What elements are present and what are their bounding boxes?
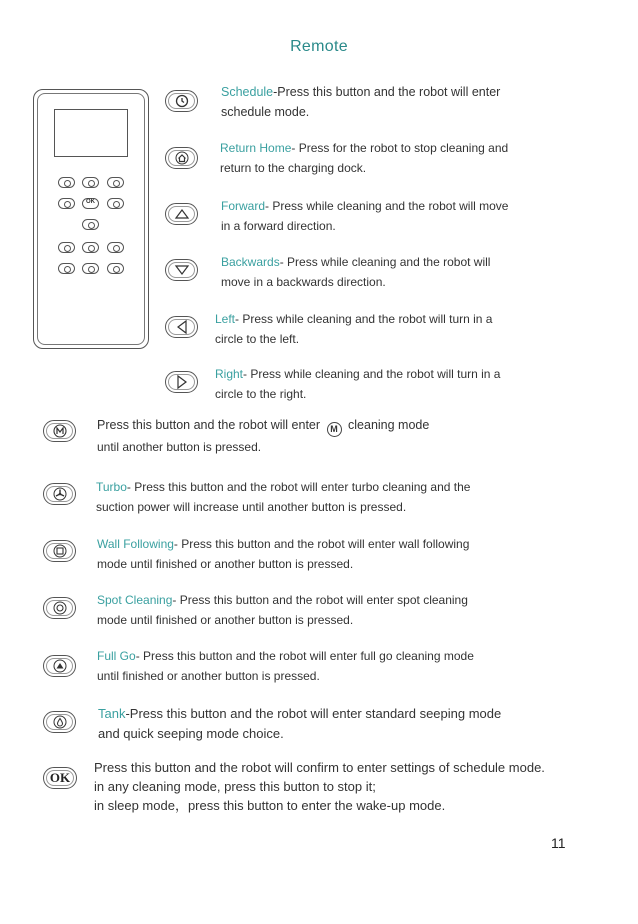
full-go-description: [97, 646, 474, 686]
turbo-description: [96, 477, 470, 517]
remote-spot-button: [107, 242, 124, 253]
arrow-right-icon: [176, 374, 188, 390]
wall-following-icon: [53, 544, 67, 558]
full-go-icon: [53, 659, 67, 673]
schedule-button-icon: [165, 90, 198, 112]
auto-mode-button-icon: [43, 420, 76, 442]
schedule-keyword: Schedule: [221, 85, 274, 99]
return-home-line2: return to the charging dock.: [220, 161, 367, 175]
tank-line1: -Press this button and the robot will enter standard seeping mode: [125, 706, 502, 721]
auto-mode-icon: [53, 424, 67, 438]
return-home-description: [220, 138, 508, 178]
remote-backward-button: [82, 219, 99, 230]
turbo-line1: - Press this button and the robot will enter turbo cleaning and the: [126, 480, 471, 494]
tank-keyword: Tank: [98, 706, 126, 721]
backwards-description: [221, 252, 490, 292]
schedule-line2: schedule mode.: [221, 105, 310, 119]
arrow-up-icon: [174, 208, 190, 220]
arrow-left-icon: [176, 319, 188, 335]
remote-tank-button: [107, 263, 124, 274]
ok-button-icon: [43, 767, 77, 789]
full-go-line1: - Press this button and the robot will enter full go cleaning mode: [135, 649, 474, 663]
remote-left-button: [58, 198, 75, 209]
arrow-down-icon: [174, 264, 190, 276]
remote-auto-button: [58, 242, 75, 253]
return-home-button-icon: [165, 147, 198, 169]
backwards-keyword: Backwards: [221, 255, 280, 269]
return-home-keyword: Return Home: [220, 141, 292, 155]
wall-following-keyword: Wall Following: [97, 537, 174, 551]
full-go-keyword: Full Go: [97, 649, 136, 663]
remote-schedule-button: [58, 177, 75, 188]
spot-cleaning-button-icon: [43, 597, 76, 619]
turbo-keyword: Turbo: [96, 480, 127, 494]
remote-home-button: [107, 177, 124, 188]
backwards-button-icon: [165, 259, 198, 281]
spot-cleaning-description: [97, 590, 468, 630]
forward-line2: in a forward direction.: [221, 219, 336, 233]
remote-control-illustration: [33, 89, 149, 349]
page-title: Remote: [290, 38, 348, 55]
left-line1: - Press while cleaning and the robot will turn in a: [235, 312, 493, 326]
forward-button-icon: [165, 203, 198, 225]
remote-wall-button: [82, 263, 99, 274]
ok-line2: in any cleaning mode, press this button to stop it;: [94, 779, 376, 794]
ok-description: [94, 758, 545, 815]
turbo-fan-icon: [53, 487, 67, 501]
auto-mode-line1-after: cleaning mode: [348, 418, 430, 432]
spot-cleaning-line2: mode until finished or another button is pressed.: [97, 613, 354, 627]
home-icon: [175, 151, 189, 165]
full-go-line2: until finished or another button is pressed.: [97, 669, 320, 683]
auto-mode-line2: until another button is pressed.: [97, 440, 262, 454]
auto-mode-inline-icon: M: [327, 422, 342, 437]
remote-ok-button: [82, 198, 99, 209]
ok-line3: in sleep mode，press this button to enter the wake-up mode.: [94, 798, 446, 813]
schedule-clock-icon: [175, 94, 189, 108]
backwards-line2: move in a backwards direction.: [221, 275, 386, 289]
forward-line1: - Press while cleaning and the robot will move: [265, 199, 509, 213]
spot-cleaning-line1: - Press this button and the robot will enter spot cleaning: [172, 593, 468, 607]
turbo-line2: suction power will increase until another button is pressed.: [96, 500, 407, 514]
tank-line2: and quick seeping mode choice.: [98, 726, 284, 741]
remote-turbo-button: [82, 242, 99, 253]
ok-label: OK: [49, 770, 71, 785]
left-button-icon: [165, 316, 198, 338]
left-description: [215, 309, 492, 349]
return-home-line1: - Press for the robot to stop cleaning and: [291, 141, 509, 155]
remote-fullgo-button: [58, 263, 75, 274]
auto-mode-description: [97, 415, 429, 457]
right-line2: circle to the right.: [215, 387, 307, 401]
tank-description: [98, 704, 501, 744]
turbo-button-icon: [43, 483, 76, 505]
full-go-button-icon: [43, 655, 76, 677]
forward-keyword: Forward: [221, 199, 266, 213]
page-number: 11: [551, 835, 566, 851]
schedule-line1: -Press this button and the robot will enter: [273, 85, 501, 99]
right-line1: - Press while cleaning and the robot will turn in a: [243, 367, 501, 381]
left-line2: circle to the left.: [215, 332, 300, 346]
spot-cleaning-keyword: Spot Cleaning: [97, 593, 173, 607]
wall-following-line1: - Press this button and the robot will enter wall following: [173, 537, 470, 551]
wall-following-button-icon: [43, 540, 76, 562]
left-keyword: Left: [215, 312, 236, 326]
wall-following-description: [97, 534, 469, 574]
remote-forward-button: [82, 177, 99, 188]
right-button-icon: [165, 371, 198, 393]
right-keyword: Right: [215, 367, 244, 381]
forward-description: [221, 196, 508, 236]
spot-cleaning-icon: [53, 601, 67, 615]
tank-button-icon: [43, 711, 76, 733]
tank-icon: [53, 715, 67, 729]
ok-line1: Press this button and the robot will confirm to enter settings of schedule mode.: [94, 760, 545, 775]
schedule-description: [221, 82, 500, 122]
remote-right-button: [107, 198, 124, 209]
backwards-line1: - Press while cleaning and the robot will: [279, 255, 491, 269]
wall-following-line2: mode until finished or another button is pressed.: [97, 557, 354, 571]
remote-display-screen: [54, 109, 128, 157]
auto-mode-line1-before: Press this button and the robot will enter: [97, 418, 321, 432]
right-description: [215, 364, 500, 404]
